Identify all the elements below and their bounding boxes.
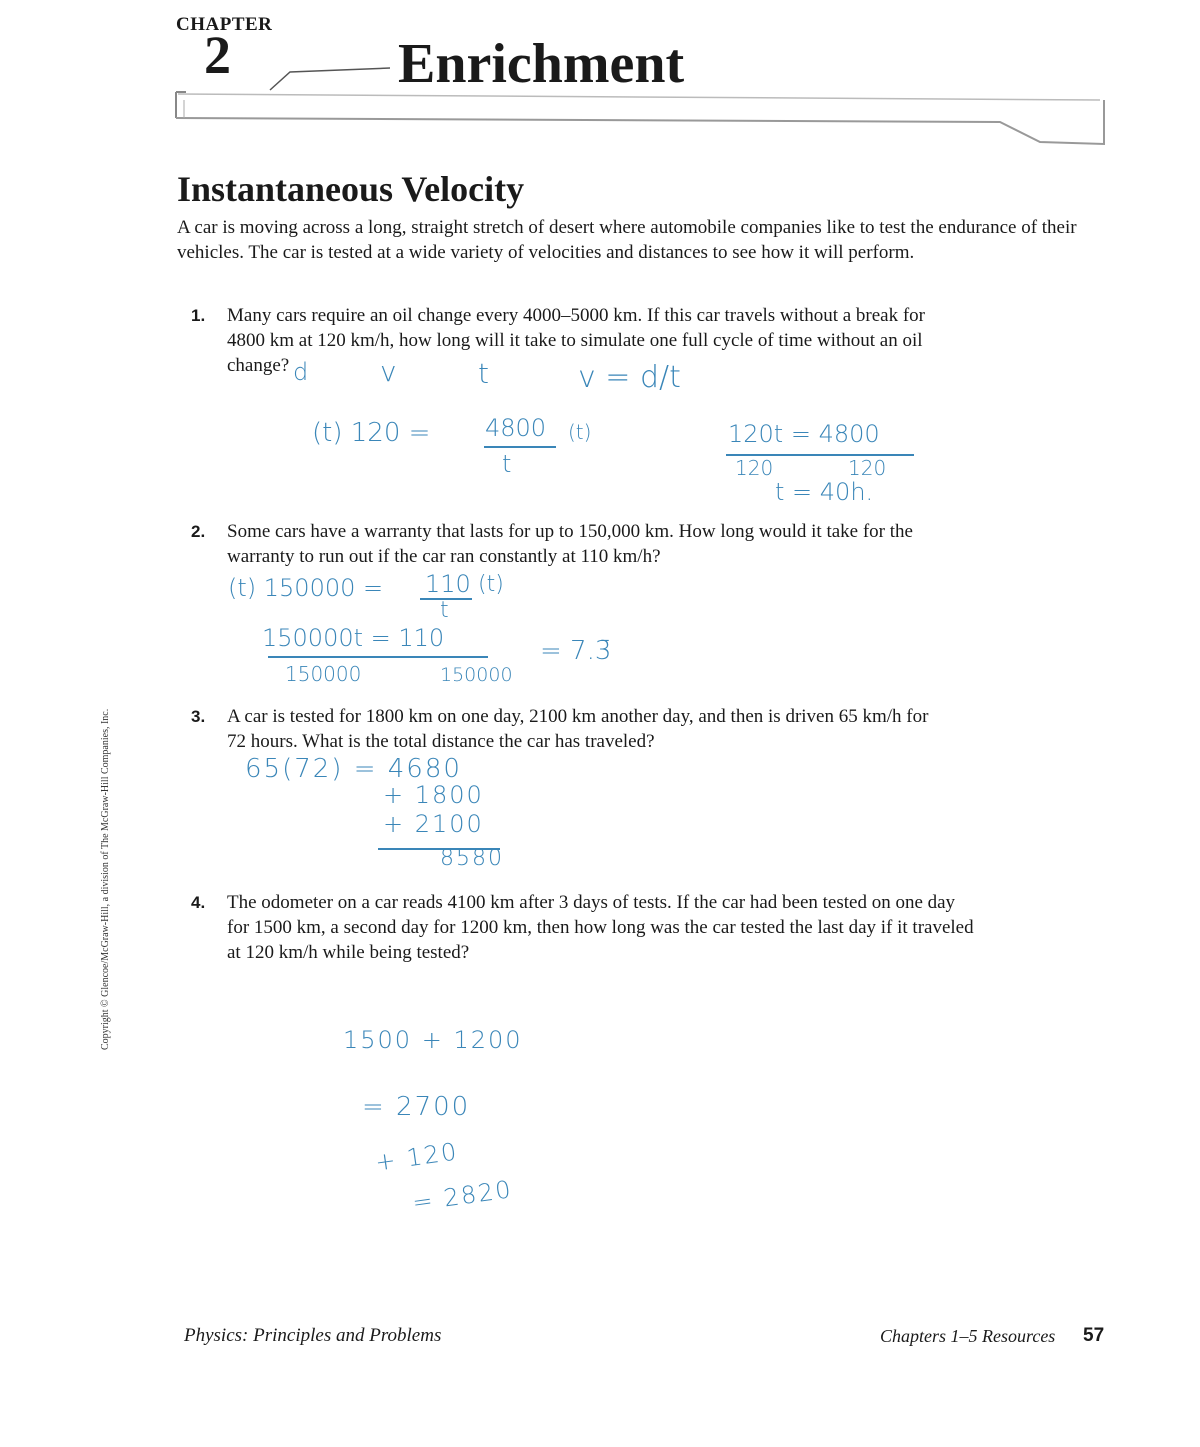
handwriting-mark: 120 <box>848 456 887 480</box>
question-line: for 1500 km, a second day for 1200 km, then how long was the car tested the last day if it traveled <box>227 917 974 938</box>
handwriting-mark: 110 <box>425 570 471 598</box>
question-text <box>227 303 925 378</box>
handwriting-mark: t <box>440 598 449 623</box>
intro-paragraph: A car is moving across a long, straight stretch of desert where automobile companies like to test the endurance of their vehicles. The car is tested at a wide variety of velocities and distances to see how it will perform. <box>177 217 1077 263</box>
question-line: A car is tested for 1800 km on one day, 2100 km another day, and then is driven 65 km/h for <box>227 706 929 727</box>
handwriting-mark: + 2100 <box>383 810 484 838</box>
handwriting-mark: = 2700 <box>362 1092 471 1122</box>
question-number: 3. <box>191 707 206 726</box>
handwriting-mark: 4800 <box>485 414 547 442</box>
handwriting-mark: 120t = 4800 <box>728 420 880 448</box>
handwriting-mark: 150000t = 110 <box>262 624 445 652</box>
handwriting-mark: = 2820 <box>410 1175 515 1217</box>
handwriting-mark: (t) <box>478 572 504 597</box>
handwriting-mark: 1500 + 1200 <box>343 1026 523 1054</box>
question-line: change? <box>227 355 290 376</box>
question-number: 4. <box>191 893 206 912</box>
handwriting-mark: (t) <box>568 420 592 444</box>
handwriting-mark: = 7.3̄ <box>540 636 612 666</box>
question-line: Some cars have a warranty that lasts for up to 150,000 km. How long would it take for the <box>227 521 913 542</box>
handwriting-mark: 65(72) = 4680 <box>245 754 462 784</box>
question-2 <box>191 519 1091 569</box>
chapter-label: CHAPTER <box>176 14 273 35</box>
question-line: at 120 km/h while being tested? <box>227 942 470 963</box>
question-number: 2. <box>191 522 206 541</box>
handwriting-mark: v <box>380 355 397 388</box>
handwriting-mark: + 120 <box>373 1137 461 1177</box>
handwriting-mark: (t) 120 = <box>312 418 431 448</box>
question-line: warranty to run out if the car ran constantly at 110 km/h? <box>227 546 661 567</box>
header-banner-art <box>170 60 1110 155</box>
question-text <box>227 890 974 965</box>
handwriting-mark: 150000 <box>440 664 513 686</box>
question-text <box>227 704 928 754</box>
handwriting-mark: t <box>478 357 489 390</box>
chapter-number: 2 <box>204 25 231 85</box>
handwriting-mark: 8580 <box>440 846 504 871</box>
handwriting-mark: t <box>502 450 512 478</box>
copyright-notice: Copyright © Glencoe/McGraw-Hill, a division of The McGraw-Hill Companies, Inc. <box>100 708 111 1050</box>
handwriting-mark: 150000 <box>285 662 362 686</box>
page-number: 57 <box>1083 1325 1105 1346</box>
handwriting-mark: v = d/t <box>578 360 681 395</box>
page-title: Enrichment <box>398 33 685 95</box>
question-line: 72 hours. What is the total distance the car has traveled? <box>227 731 655 752</box>
question-line: The odometer on a car reads 4100 km after 3 days of tests. If the car had been tested on one day <box>227 892 956 913</box>
handwriting-mark: + 1800 <box>383 781 484 809</box>
footer-book-title: Physics: Principles and Problems <box>184 1325 442 1346</box>
handwriting-mark: 120 <box>735 456 774 480</box>
question-number: 1. <box>191 306 206 325</box>
handwriting-mark: (t) 150000 = <box>228 574 384 602</box>
question-4 <box>191 890 1111 966</box>
section-title: Instantaneous Velocity <box>177 169 525 209</box>
question-line: Many cars require an oil change every 4000–5000 km. If this car travels without a break for <box>227 305 926 326</box>
handwriting-mark: t = 40h. <box>775 478 874 506</box>
question-line: 4800 km at 120 km/h, how long will it take to simulate one full cycle of time without an oil <box>227 330 923 351</box>
question-3 <box>191 704 1091 754</box>
handwriting-mark: d <box>293 358 309 386</box>
question-text <box>227 519 913 569</box>
footer-resources: Chapters 1–5 Resources <box>880 1326 1056 1346</box>
